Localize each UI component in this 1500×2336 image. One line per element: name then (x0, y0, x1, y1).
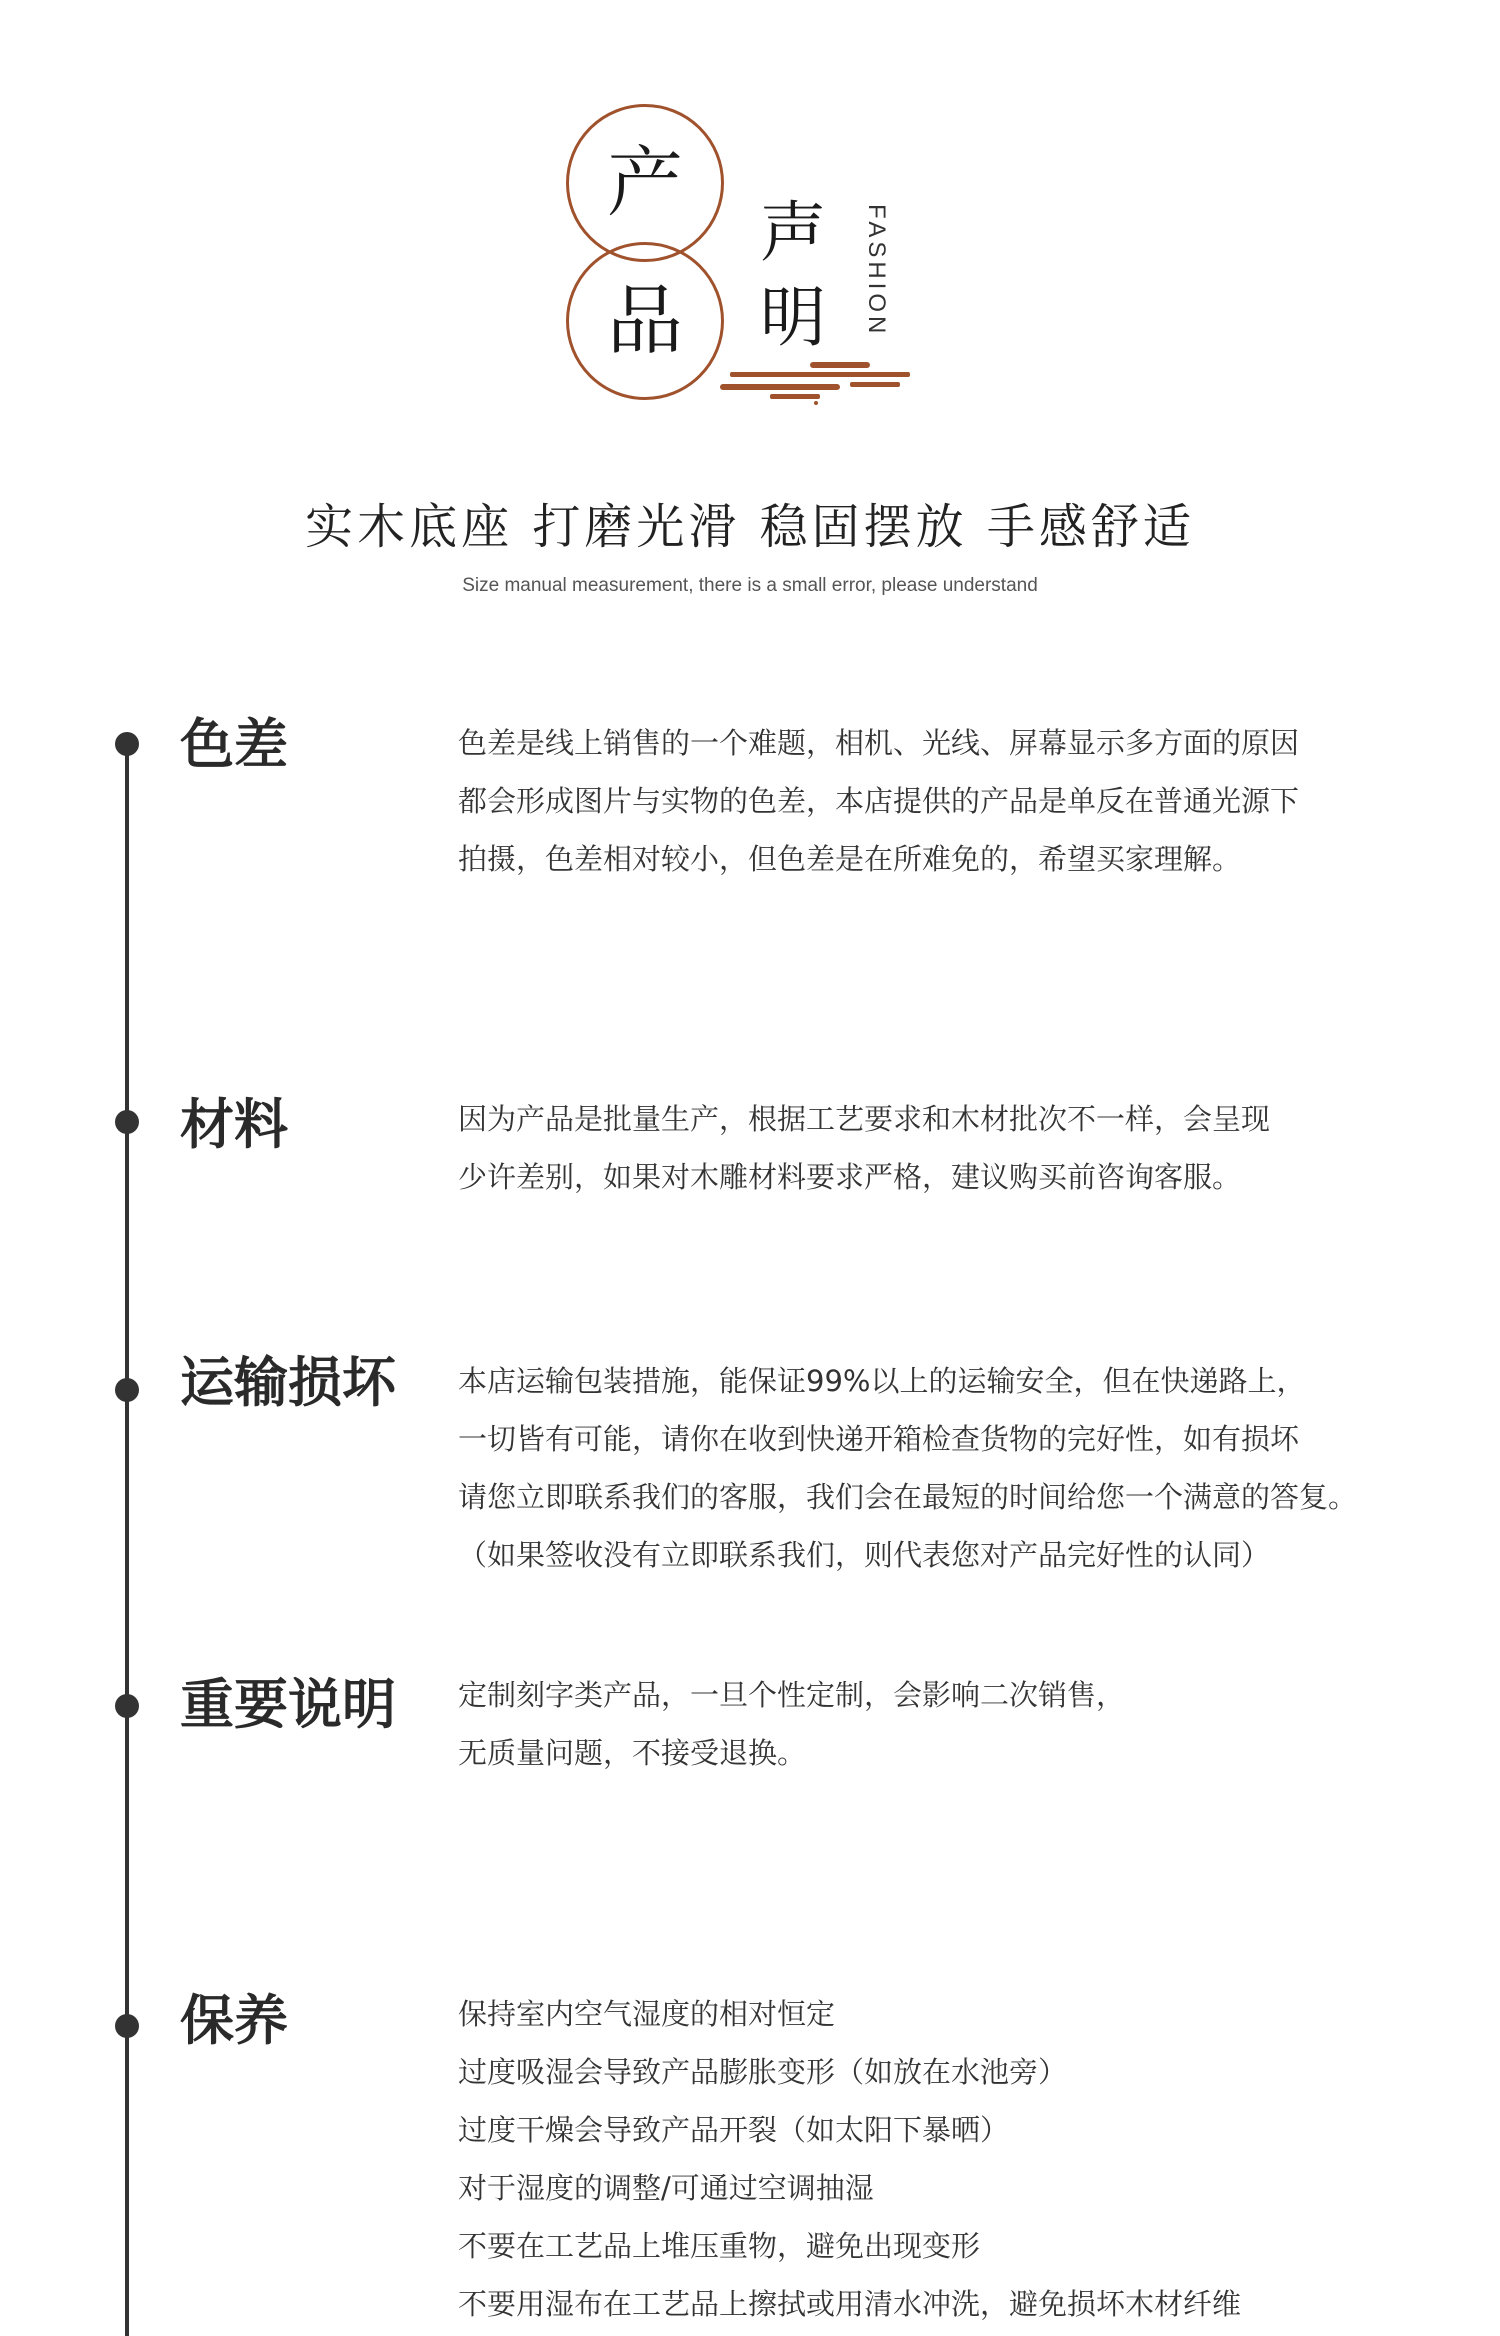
logo-circle-bottom (566, 242, 724, 400)
body-line: 因为产品是批量生产，根据工艺要求和木材批次不一样，会呈现 (458, 1102, 1271, 1136)
section-title-material: 材料 (180, 1093, 288, 1156)
section-body-important-note (458, 1666, 1488, 1782)
body-line: 本店运输包装措施，能保证99%以上的运输安全，但在快递路上， (458, 1364, 1306, 1398)
body-line: 不要用湿布在工艺品上擦拭或用清水冲洗，避免损坏木材纤维 (458, 2287, 1242, 2321)
section-title-color-diff: 色差 (180, 713, 288, 776)
section-title-maintenance: 保养 (180, 1989, 288, 2052)
timeline-line (125, 736, 129, 2336)
logo-char-bottom: 品 (607, 276, 683, 365)
timeline-dot (115, 1694, 139, 1718)
body-line: 拍摄，色差相对较小，但色差是在所难免的，希望买家理解。 (458, 842, 1242, 876)
timeline-dot (115, 1110, 139, 1134)
logo-char-top: 产 (607, 138, 683, 227)
body-line: 无质量问题，不接受退换。 (458, 1736, 807, 1770)
body-line: 定制刻字类产品，一旦个性定制，会影响二次销售， (458, 1678, 1126, 1712)
section-title-important-note: 重要说明 (180, 1673, 396, 1736)
headline: 实木底座 打磨光滑 稳固摆放 手感舒适 (305, 499, 1195, 555)
body-line: 保持室内空气湿度的相对恒定 (458, 1997, 836, 2031)
body-line: 少许差别，如果对木雕材料要求严格，建议购买前咨询客服。 (458, 1160, 1242, 1194)
body-line: 请您立即联系我们的客服，我们会在最短的时间给您一个满意的答复。 (458, 1480, 1358, 1514)
body-line: （如果签收没有立即联系我们，则代表您对产品完好性的认同） (458, 1538, 1271, 1572)
body-line: 都会形成图片与实物的色差，本店提供的产品是单反在普通光源下 (458, 784, 1300, 818)
logo-side-char-1: 声 (760, 194, 826, 271)
logo-circle-top (566, 104, 724, 262)
section-body-maintenance (458, 1985, 1488, 2333)
subline: Size manual measurement, there is a small error, please understand (462, 575, 1038, 596)
logo-side-char-2: 明 (760, 279, 826, 356)
body-line: 过度吸湿会导致产品膨胀变形（如放在水池旁） (458, 2055, 1068, 2089)
section-body-shipping-damage (458, 1352, 1488, 1584)
cloud-ornament-icon (720, 358, 920, 408)
body-line: 不要在工艺品上堆压重物，避免出现变形 (458, 2229, 981, 2263)
timeline-dot (115, 1378, 139, 1402)
timeline-dot (115, 732, 139, 756)
section-title-shipping-damage: 运输损坏 (180, 1351, 396, 1414)
section-body-material (458, 1090, 1488, 1206)
body-line: 色差是线上销售的一个难题，相机、光线、屏幕显示多方面的原因 (458, 726, 1300, 760)
timeline-dot (115, 2014, 139, 2038)
body-line: 过度干燥会导致产品开裂（如太阳下暴晒） (458, 2113, 1010, 2147)
body-line: 对于湿度的调整/可通过空调抽湿 (458, 2171, 874, 2205)
body-line: 一切皆有可能，请你在收到快递开箱检查货物的完好性，如有损坏 (458, 1422, 1300, 1456)
section-body-color-diff (458, 714, 1488, 888)
logo-vertical-text: FASHION (863, 204, 890, 338)
product-statement-logo (560, 100, 920, 410)
